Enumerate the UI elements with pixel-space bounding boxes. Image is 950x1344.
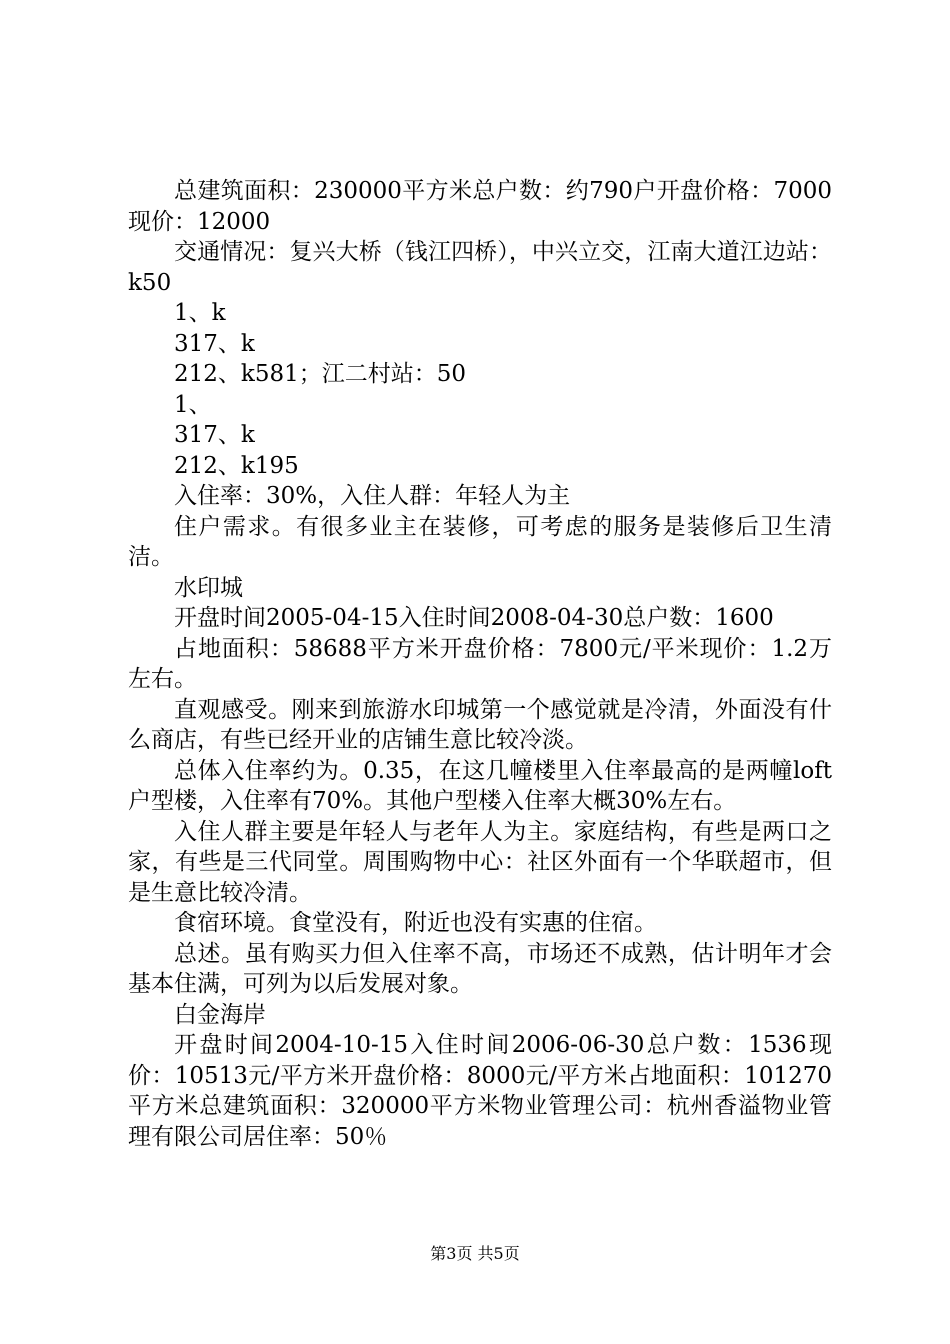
paragraph-bus-line: 1、k	[174, 300, 226, 326]
paragraph-bus-line: 317、k	[174, 422, 255, 448]
paragraph-bus-line: 317、k	[174, 330, 255, 357]
paragraph-food-lodging: 食宿环境。食堂没有，附近也没有实惠的住宿。	[174, 910, 657, 936]
paragraph-summary: 总述。虽有购买力但入住率不高，市场还不成熟，估计明年才会基本住满，可列为以后发展对象。	[128, 940, 832, 997]
heading-baijin-haian: 白金海岸	[174, 1001, 266, 1028]
paragraph-baijin-details: 开盘时间2004-10-15入住时间2006-06-30总户数：1536现价：10513元/平方米开盘价格：8000元/平方米占地面积：101270平方米总建筑面积：320000平方米物业管理公司：杭州香溢物业管理有限公司居住率：50％	[128, 1032, 832, 1150]
paragraph-dates: 开盘时间2005-04-15入住时间2008-04-30总户数：1600	[174, 605, 774, 631]
page-footer: 第3页 共5页	[430, 1244, 520, 1263]
paragraph-land-price: 占地面积：58688平方米开盘价格：7800元/平米现价：1.2万左右。	[128, 635, 832, 692]
paragraph-bus-line: 212、k581；江二村站：50	[174, 361, 467, 387]
paragraph-impression: 直观感受。刚来到旅游水印城第一个感觉就是冷清，外面没有什么商店，有些已经开业的店铺生意比较冷淡。	[128, 696, 832, 753]
paragraph-occupancy: 入住率：30%，入住人群：年轻人为主	[174, 483, 571, 509]
heading-shuiyincheng: 水印城	[174, 574, 243, 601]
paragraph-residents: 入住人群主要是年轻人与老年人为主。家庭结构，有些是两口之家，有些是三代同堂。周围购物中心：社区外面有一个华联超市，但是生意比较冷清。	[128, 818, 832, 906]
paragraph-bus-line: 212、k195	[174, 452, 299, 479]
paragraph-overall-occupancy: 总体入住率约为。0.35，在这几幢楼里入住率最高的是两幢loft户型楼，入住率有70%。其他户型楼入住率大概30%左右。	[128, 757, 832, 814]
paragraph-bus-line: 1、	[174, 391, 212, 418]
paragraph-area-summary: 总建筑面积：230000平方米总户数：约790户开盘价格：7000现价：12000	[128, 178, 832, 235]
paragraph-resident-needs: 住户需求。有很多业主在装修，可考虑的服务是装修后卫生清洁。	[128, 513, 832, 570]
paragraph-transport: 交通情况：复兴大桥（钱江四桥），中兴立交，江南大道江边站：k50	[128, 239, 832, 296]
document-body	[128, 176, 832, 1152]
